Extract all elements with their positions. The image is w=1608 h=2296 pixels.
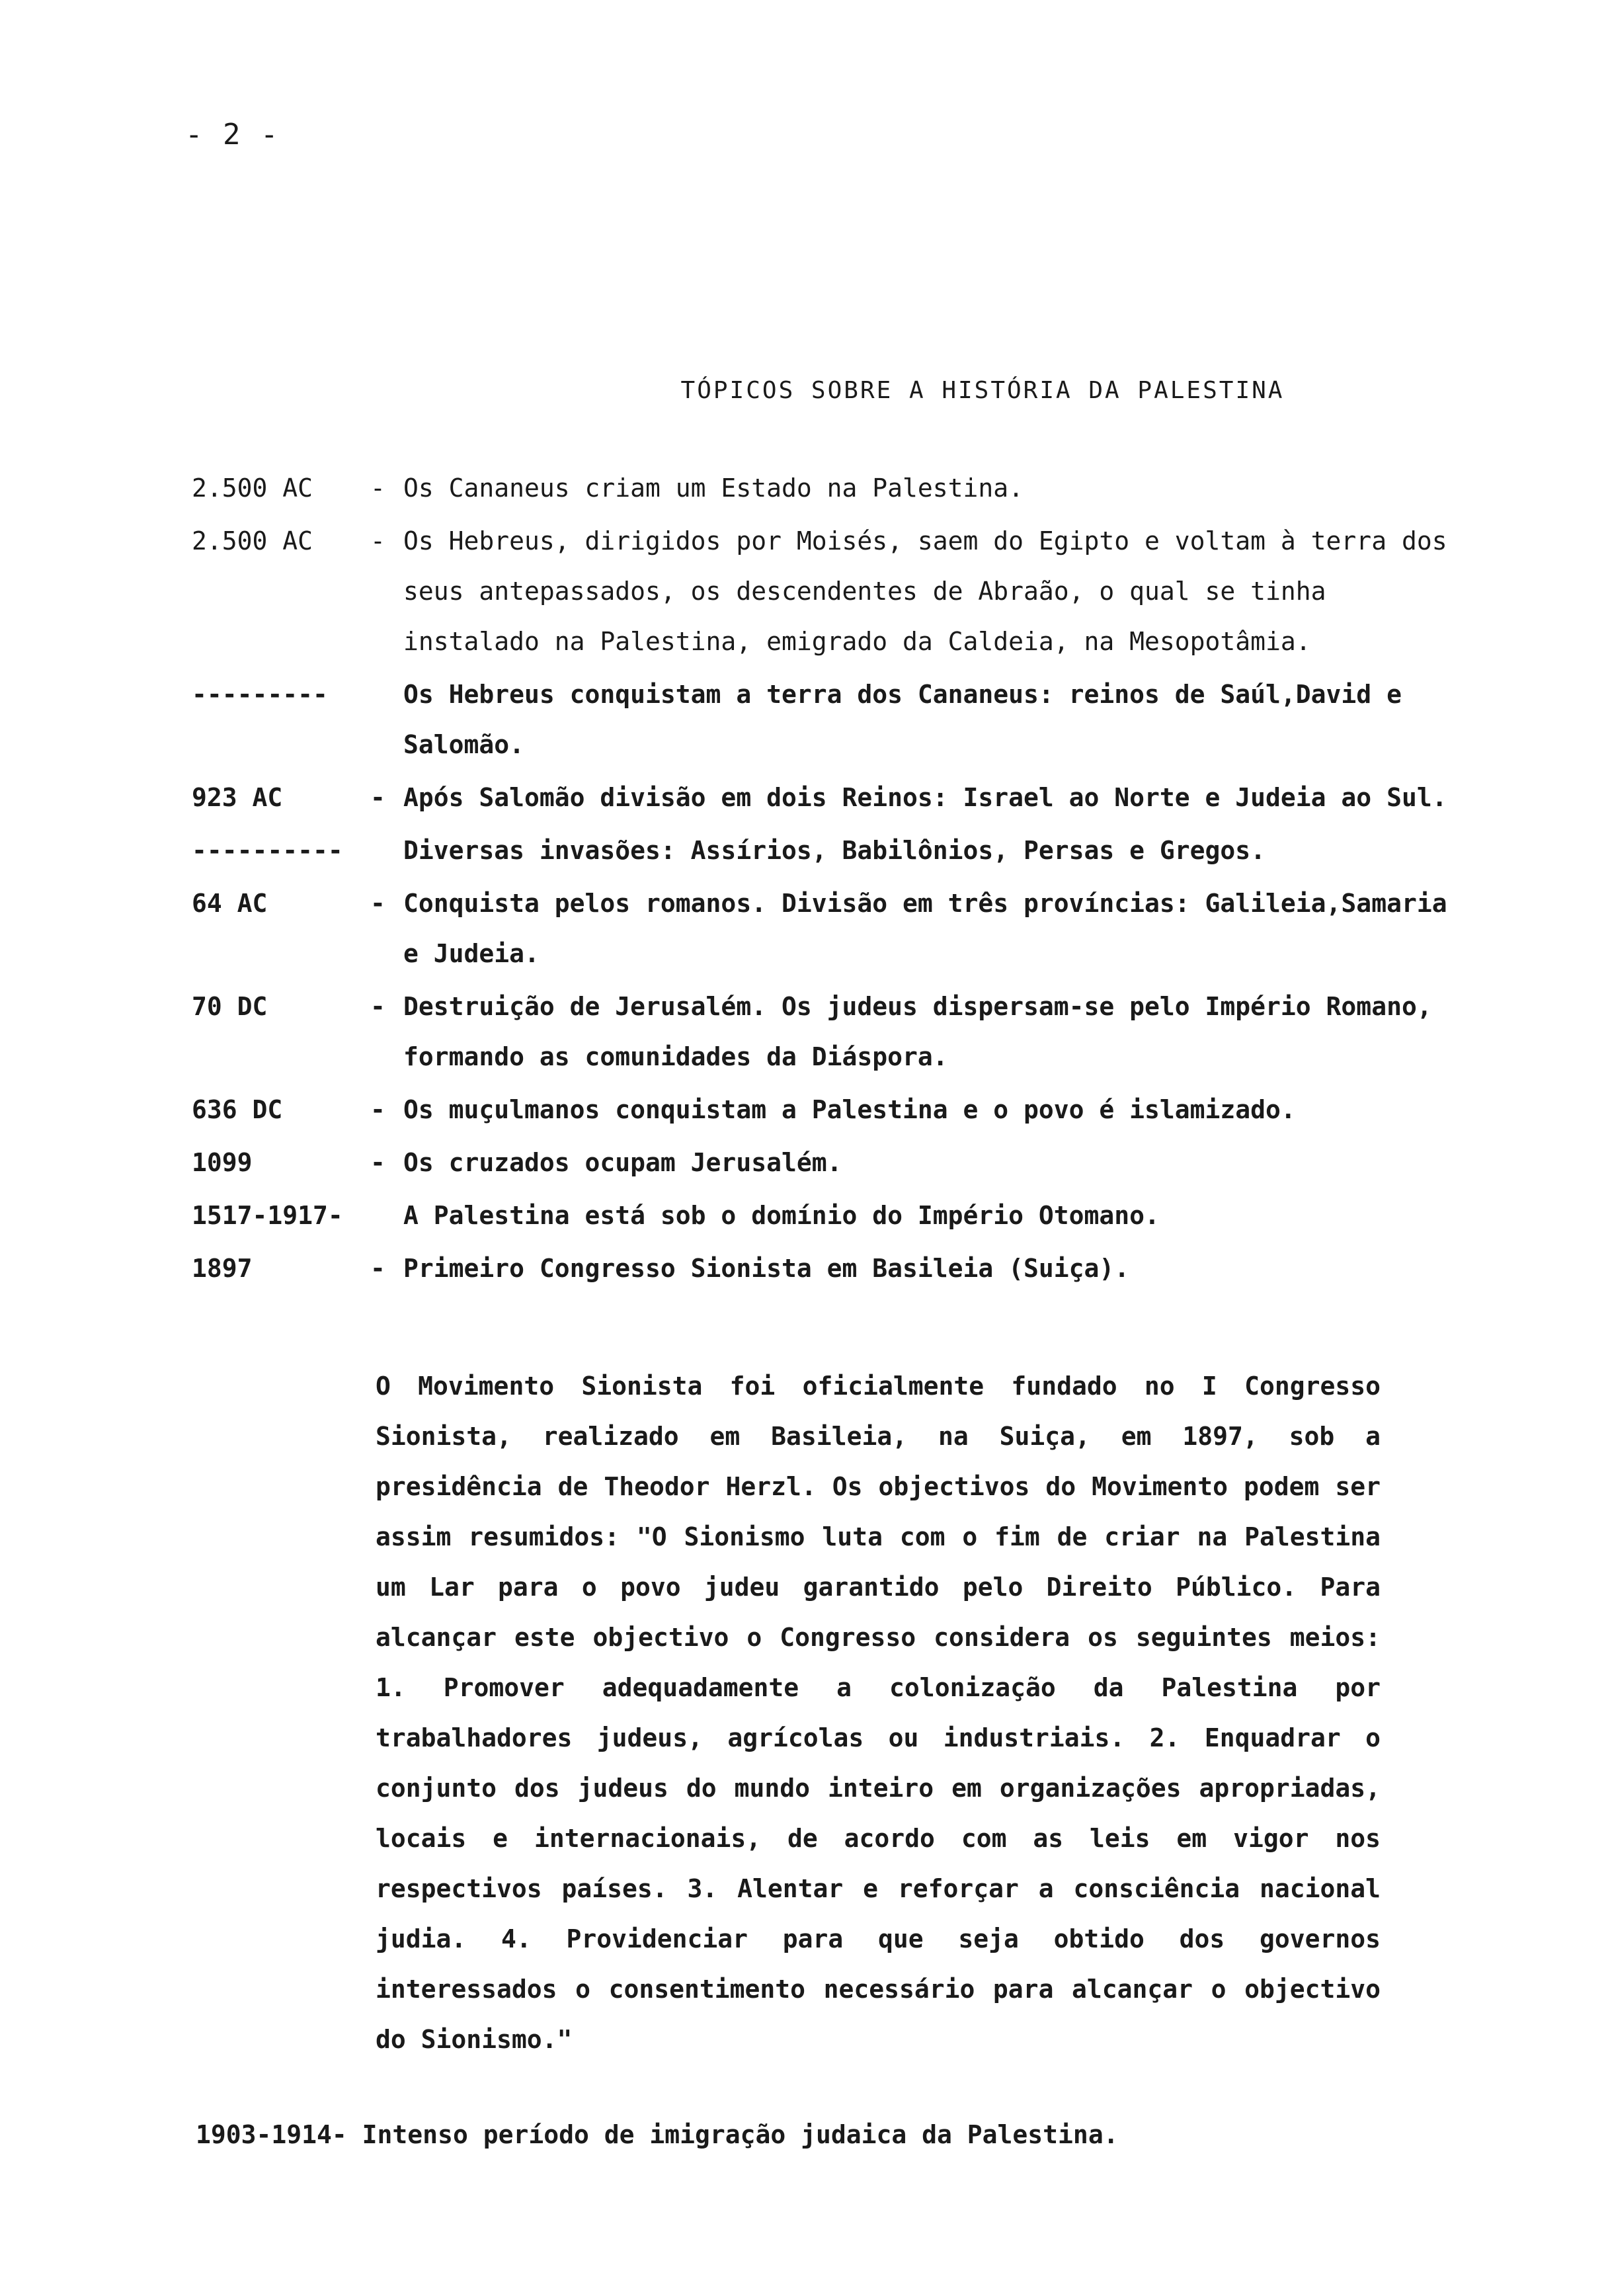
entry-date: 636 DC xyxy=(192,1095,283,1124)
entry-text: Diversas invasões: Assírios, Babilônios, Persas e Gregos. xyxy=(403,836,1266,865)
timeline-entry-last xyxy=(196,2110,1119,2160)
page-number: - 2 - xyxy=(185,118,280,151)
entry-text: Destruição de Jerusalém. Os judeus dispersam-se pelo Império Romano, formando as comunidades da Diáspora. xyxy=(403,992,1432,1071)
entry-date: 1517-1917- xyxy=(192,1201,343,1230)
timeline xyxy=(192,463,1448,1296)
entry-dash: - xyxy=(370,1254,385,1283)
entry-dash: - xyxy=(370,783,385,812)
entry-dash xyxy=(370,1190,403,1241)
entry-text: Primeiro Congresso Sionista em Basileia (Suiça). xyxy=(403,1254,1130,1283)
entry-date: 64 AC xyxy=(192,889,268,918)
document-title: TÓPICOS SOBRE A HISTÓRIA DA PALESTINA xyxy=(680,377,1285,404)
timeline-entry xyxy=(192,516,1448,667)
entry-text: Intenso período de imigração judaica da Palestina. xyxy=(362,2120,1119,2149)
entry-date: 923 AC xyxy=(192,783,283,812)
entry-text: Conquista pelos romanos. Divisão em três províncias: Galileia,Samaria e Judeia. xyxy=(403,889,1447,968)
timeline-entry xyxy=(192,1137,1448,1188)
entry-date: 1903-1914- xyxy=(196,2120,347,2149)
zionist-movement-paragraph: O Movimento Sionista foi oficialmente fundado no I Congresso Sionista, realizado em Basileia, na Suiça, em 1897, sob a presidência de Theodor Herzl. Os objectivos do Movimento podem ser assim resumidos: "O Sionismo luta com o fim de criar na Palestina um Lar para o povo judeu garantido pelo Direito Público. Para alcançar este objectivo o Congresso considera os seguintes meios: 1. Promover adequadamente a colonização da Palestina por trabalhadores judeus, agrícolas ou industriais. 2. Enquadrar o conjunto dos judeus do mundo inteiro em organizações apropriadas, locais e internacionais, de acordo com as leis em vigor nos respectivos países. 3. Alentar e reforçar a consciência nacional judia. 4. Providenciar para que seja obtido dos governos interessados o consentimento necessário para alcançar o objectivo do Sionismo." xyxy=(376,1372,1381,2054)
timeline-entry xyxy=(192,1190,1448,1241)
entry-date: 70 DC xyxy=(192,992,268,1021)
timeline-entry xyxy=(192,1085,1448,1135)
timeline-entry xyxy=(192,772,1448,823)
timeline-entry xyxy=(192,669,1448,770)
entry-dash: - xyxy=(370,992,385,1021)
entry-dash: - xyxy=(370,526,385,555)
entry-date: 1099 xyxy=(192,1148,253,1177)
timeline-entry xyxy=(192,1243,1448,1293)
entry-text: Os Cananeus criam um Estado na Palestina. xyxy=(403,473,1024,503)
entry-text: Os cruzados ocupam Jerusalém. xyxy=(403,1148,842,1177)
timeline-entry xyxy=(192,878,1448,979)
entry-dash: - xyxy=(370,889,385,918)
timeline-entry xyxy=(192,825,1448,876)
entry-dash: - xyxy=(370,1095,385,1124)
entry-date: 2.500 AC xyxy=(192,473,313,503)
entry-text: Após Salomão divisão em dois Reinos: Israel ao Norte e Judeia ao Sul. xyxy=(403,783,1447,812)
entry-text: A Palestina está sob o domínio do Império Otomano. xyxy=(403,1201,1160,1230)
timeline-entry xyxy=(192,981,1448,1082)
entry-date: ---------- xyxy=(192,836,343,865)
entry-dash: - xyxy=(370,1148,385,1177)
entry-text: Os Hebreus conquistam a terra dos Cananeus: reinos de Saúl,David e Salomão. xyxy=(403,680,1402,759)
entry-date: 2.500 AC xyxy=(192,526,313,555)
entry-dash xyxy=(370,669,403,770)
timeline-entry xyxy=(192,463,1448,513)
entry-text: Os Hebreus, dirigidos por Moisés, saem do Egipto e voltam à terra dos seus antepassados, os descendentes de Abraão, o qual se tinha instalado na Palestina, emigrado da Caldeia, na Mesopotâmia. xyxy=(403,526,1447,656)
entry-date: --------- xyxy=(192,680,328,709)
entry-dash: - xyxy=(370,473,385,503)
entry-dash xyxy=(370,825,403,876)
entry-text: Os muçulmanos conquistam a Palestina e o povo é islamizado. xyxy=(403,1095,1296,1124)
entry-date: 1897 xyxy=(192,1254,253,1283)
